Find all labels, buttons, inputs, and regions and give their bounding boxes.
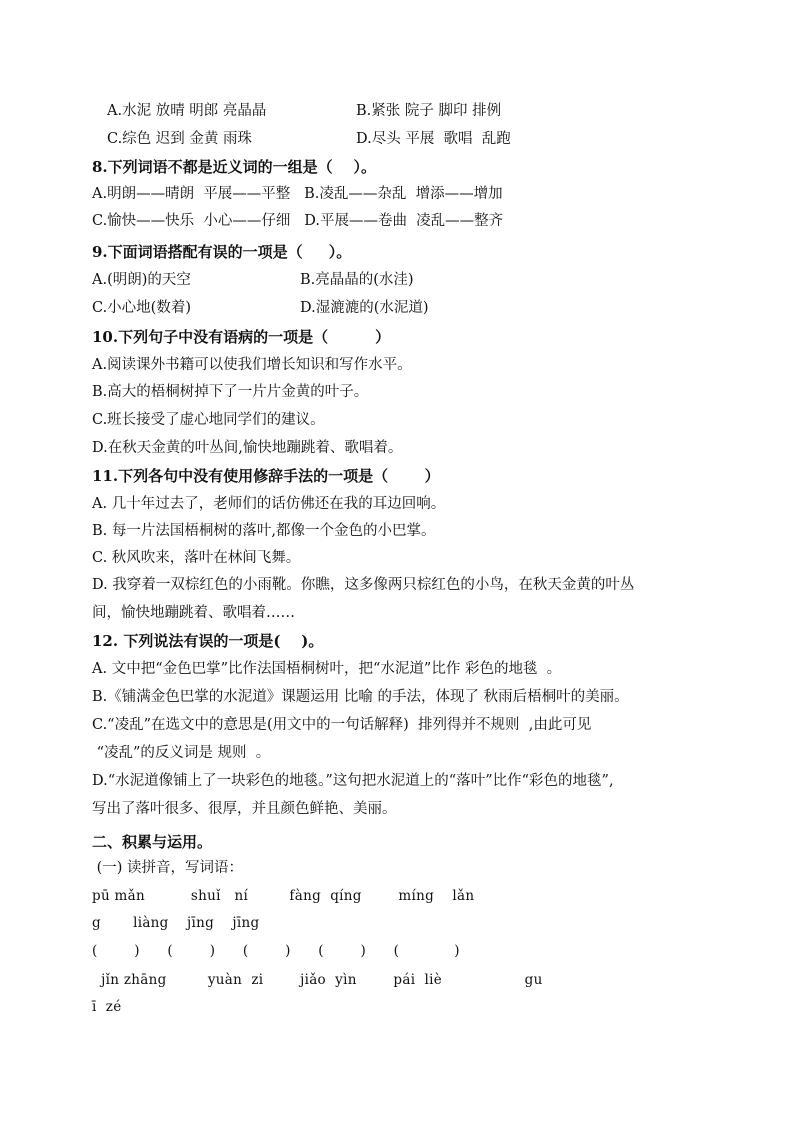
q9-option-c: C.小心地(数着) [92, 300, 192, 316]
q11-option-d-line-1: D. 我穿着一双棕红色的小雨靴。你瞧，这多像两只棕红色的小鸟，在秋天金黄的叶丛 [92, 577, 635, 593]
answer-brackets: ( ) ( ) ( ) ( ) ( ) [92, 943, 460, 959]
q10-option-c: C.班长接受了虚心地同学们的建议。 [92, 412, 325, 428]
q12-option-d-line-1: D.“水泥道像铺上了一块彩色的地毯。”这句把水泥道上的“落叶”比作“彩色的地毯”, [92, 773, 614, 789]
q8-line-1: A.明朗——晴朗 平展——平整 B.凌乱——杂乱 增添——增加 [92, 186, 503, 202]
pinyin-row-4: ī zé [92, 999, 122, 1015]
q11-option-d-line-2: 间，愉快地蹦跳着、歌唱着…… [92, 605, 295, 621]
q7-option-d: D.尽头 平展 歌唱 乱跑 [356, 131, 511, 147]
q11-option-b: B. 每一片法国梧桐树的落叶,都像一个金色的小巴掌。 [92, 523, 436, 539]
q7-option-a: A.水泥 放晴 明郎 亮晶晶 [107, 103, 267, 119]
q12-option-c-line-2: “凌乱”的反义词是 规则 。 [92, 745, 271, 761]
q8-stem: 8.下列词语不都是近义词的一组是（ ）。 [92, 158, 377, 176]
q11-option-c: C. 秋风吹来，落叶在林间飞舞。 [92, 550, 301, 566]
q10-option-b: B.高大的梧桐树掉下了一片片金黄的叶子。 [92, 384, 369, 400]
q12-stem: 12. 下列说法有误的一项是( )。 [92, 632, 324, 650]
q11-option-a: A. 几十年过去了，老师们的话仿佛还在我的耳边回响。 [92, 496, 446, 512]
q10-stem: 10.下列句子中没有语病的一项是（ ） [92, 328, 391, 346]
q10-option-a: A.阅读课外书籍可以使我们增长知识和写作水平。 [92, 357, 412, 373]
q12-option-b: B.《铺满金色巴掌的水泥道》课题运用 比喻 的手法，体现了 秋雨后梧桐叶的美丽。 [92, 689, 629, 705]
q12-option-c-line-1: C.“凌乱”在选文中的意思是(用文中的一句话解释) 排列得并不规则 ,由此可见 [92, 717, 592, 733]
pinyin-row-1: pū mǎn shuǐ ní fàng qíng míng lǎn [92, 888, 475, 904]
q10-option-d: D.在秋天金黄的叶丛间,愉快地蹦跳着、歌唱着。 [92, 440, 403, 456]
q8-line-2: C.愉快——快乐 小心——仔细 D.平展——卷曲 凌乱——整齐 [92, 213, 504, 229]
section-2-title: 二、积累与运用。 [92, 833, 213, 851]
section-2-subtitle: (一) 读拼音，写词语： [92, 860, 244, 876]
q12-option-a: A. 文中把“金色巴掌”比作法国梧桐树叶，把“水泥道”比作 彩色的地毯 。 [92, 661, 562, 677]
pinyin-row-3: jǐn zhāng yuàn zi jiǎo yìn pái liè gu [92, 972, 543, 988]
q9-option-a: A.(明朗)的天空 [92, 272, 191, 288]
q9-stem: 9.下面词语搭配有误的一项是（ ）。 [92, 243, 352, 261]
pinyin-row-2: g liàng jīng jīng [92, 915, 260, 931]
q9-option-b: B.亮晶晶的(水洼) [300, 272, 414, 288]
q9-option-d: D.湿漉漉的(水泥道) [300, 300, 429, 316]
q11-stem: 11.下列各句中没有使用修辞手法的一项是（ ） [92, 467, 440, 485]
q7-option-c: C.综色 迟到 金黄 雨珠 [107, 131, 253, 147]
q7-option-b: B.紧张 院子 脚印 排例 [356, 103, 502, 119]
q12-option-d-line-2: 写出了落叶很多、很厚，并且颜色鲜艳、美丽。 [92, 801, 397, 817]
